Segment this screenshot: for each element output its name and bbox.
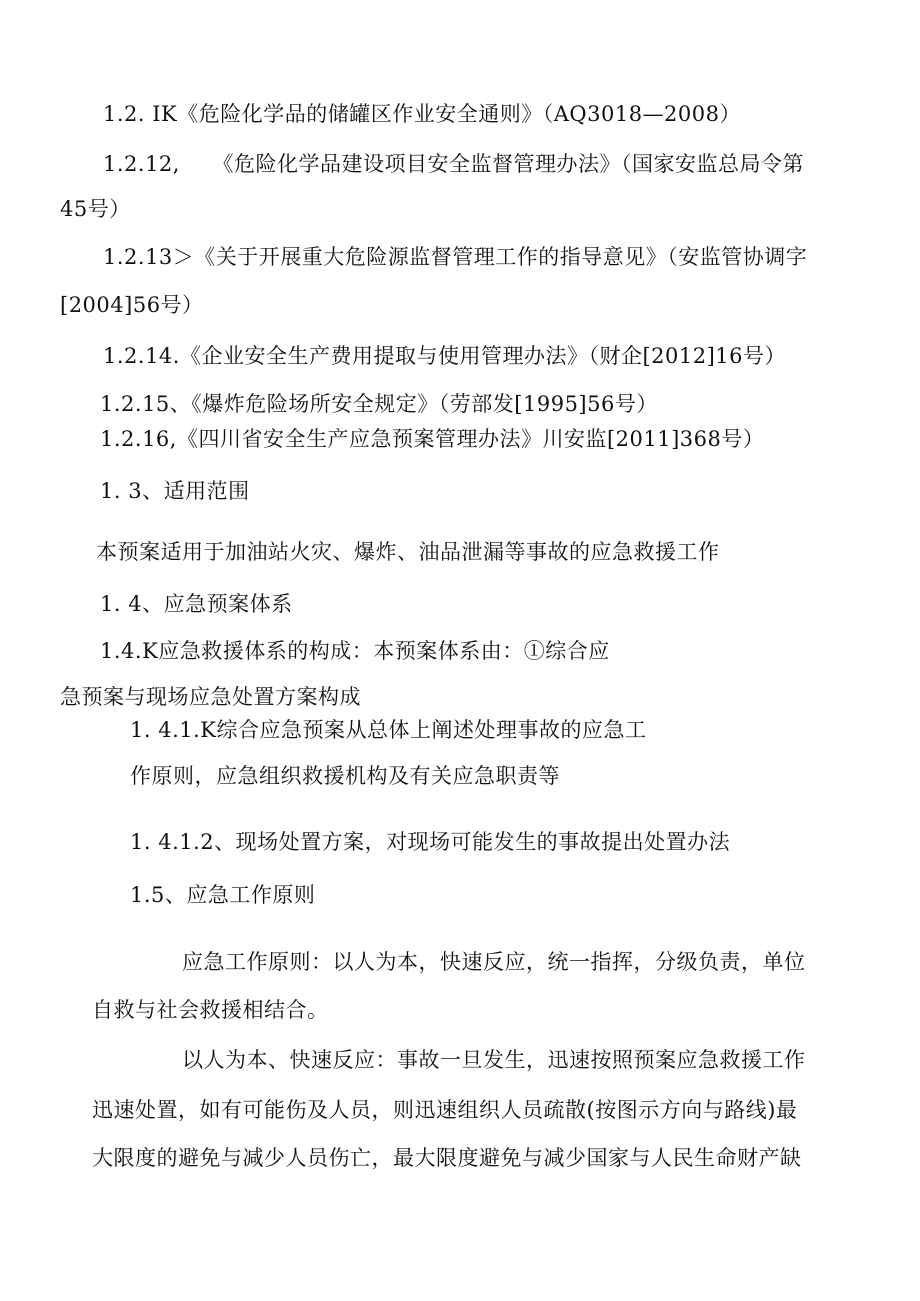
regulation-item-1-2-14: 1.2.14.《企业安全生产费用提取与使用管理办法》（财企[2012]16号） <box>103 344 787 368</box>
plan-system-item-1-4-1-1-cont: 作原则，应急组织救援机构及有关应急职责等 <box>130 764 560 788</box>
plan-system-item-1-4-1: 1.4.K应急救援体系的构成：本预案体系由：①综合应 <box>100 639 610 663</box>
people-first-paragraph-cont-1: 迅速处置，如有可能伤及人员，则迅速组织人员疏散(按图示方向与路线)最 <box>92 1098 798 1122</box>
regulation-item-1-2-16: 1.2.16,《四川省安全生产应急预案管理办法》川安监[2011]368号） <box>100 427 765 451</box>
regulation-item-1-2-12-cont: 45号） <box>60 197 131 221</box>
regulation-item-1-2-11: 1.2. IK《危险化学品的储罐区作业安全通则》（AQ3018—2008） <box>103 102 741 126</box>
regulation-item-1-2-15: 1.2.15、《爆炸危险场所安全规定》（劳部发[1995]56号） <box>100 392 658 416</box>
section-heading-plan-system: 1. 4、应急预案体系 <box>100 592 293 616</box>
plan-system-item-1-4-1-2: 1. 4.1.2、现场处置方案，对现场可能发生的事故提出处置办法 <box>130 830 731 854</box>
principles-paragraph-cont: 自救与社会救援相结合。 <box>92 998 329 1022</box>
regulation-item-1-2-12: 1.2.12, 《危险化学品建设项目安全监督管理办法》（国家安监总局令第 <box>103 152 804 176</box>
regulation-item-1-2-13: 1.2.13＞《关于开展重大危险源监督管理工作的指导意见》（安监管协调字 <box>103 245 808 269</box>
section-heading-principles: 1.5、应急工作原则 <box>130 883 316 907</box>
section-heading-scope: 1. 3、适用范围 <box>100 479 250 503</box>
regulation-item-1-2-13-cont: [2004]56号） <box>60 293 204 317</box>
people-first-paragraph: 以人为本、快速反应：事故一旦发生，迅速按照预案应急救援工作 <box>182 1048 806 1072</box>
principles-paragraph: 应急工作原则：以人为本，快速反应，统一指挥，分级负责，单位 <box>182 950 806 974</box>
plan-system-item-1-4-1-cont: 急预案与现场应急处置方案构成 <box>60 685 361 709</box>
people-first-paragraph-cont-2: 大限度的避免与减少人员伤亡，最大限度避免与减少国家与人民生命财产缺 <box>92 1146 802 1170</box>
scope-paragraph: 本预案适用于加油站火灾、爆炸、油品泄漏等事故的应急救援工作 <box>96 540 720 564</box>
plan-system-item-1-4-1-1: 1. 4.1.K综合应急预案从总体上阐述处理事故的应急工 <box>130 718 647 742</box>
